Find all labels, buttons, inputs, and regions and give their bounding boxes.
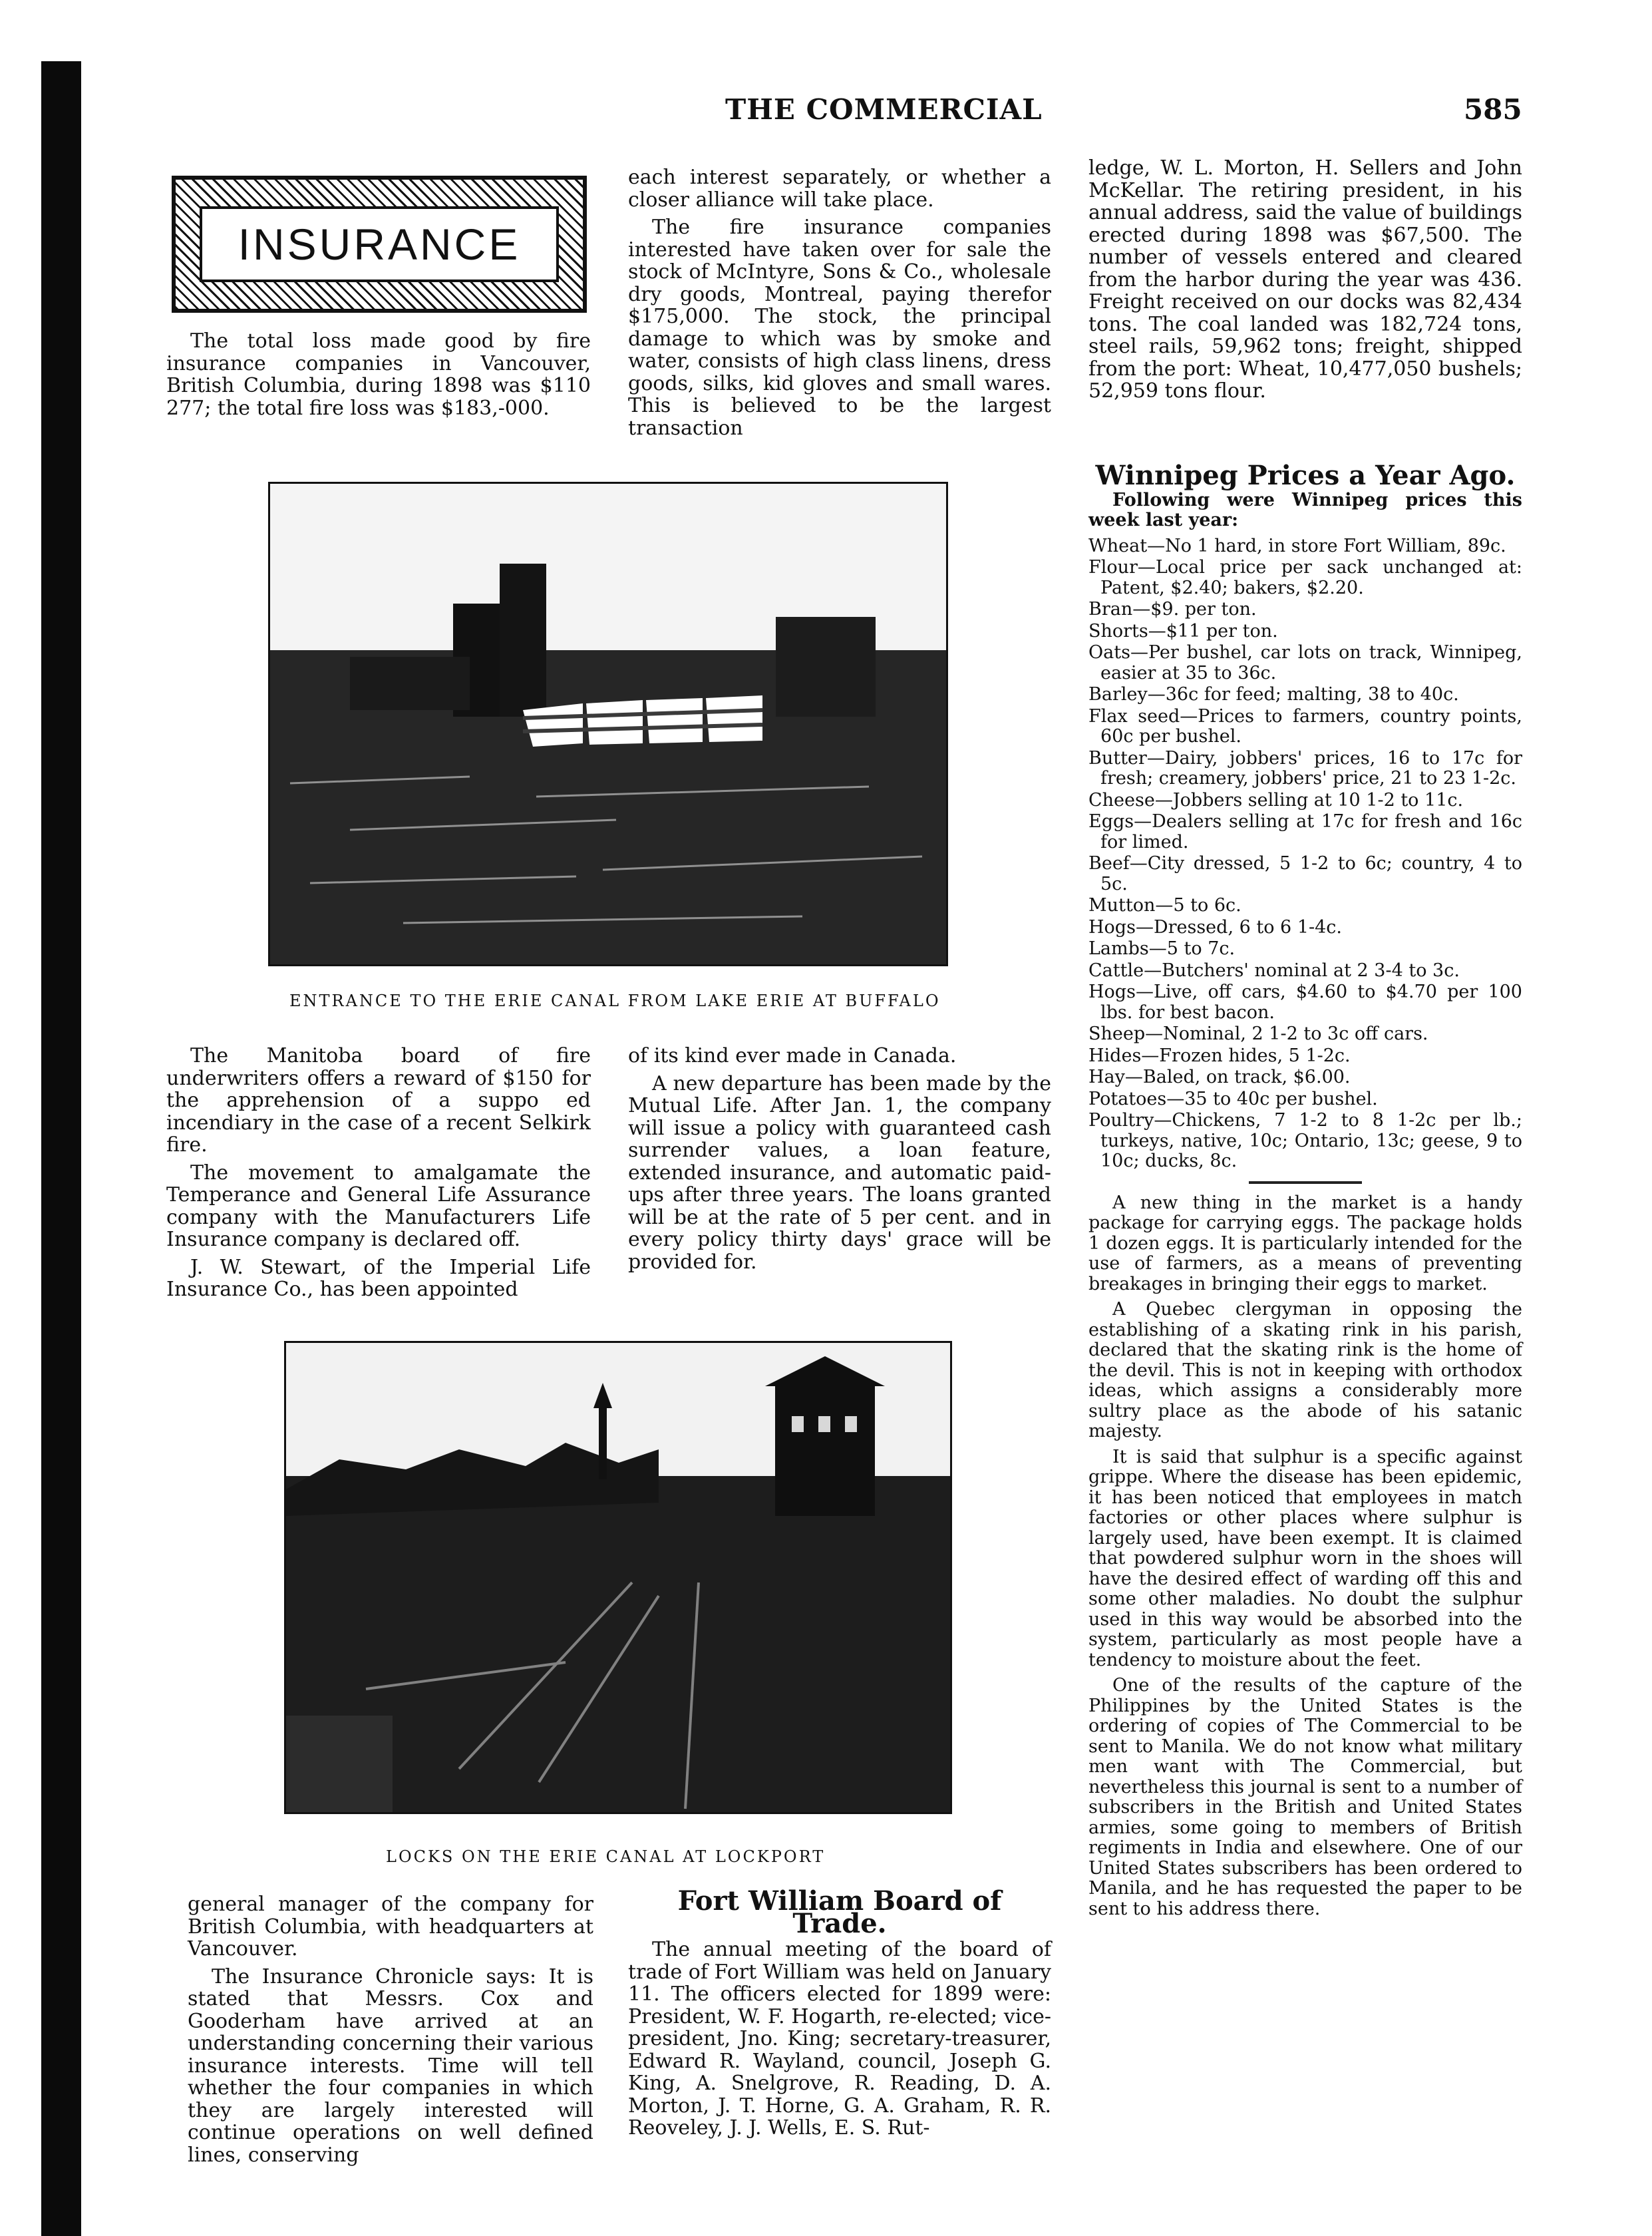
price-item: Hay—Baled, on track, $6.00. <box>1088 1067 1351 1087</box>
price-item: Wheat—No 1 hard, in store Fort William, 89c. <box>1088 535 1506 556</box>
insurance-banner <box>172 176 587 313</box>
price-item: Potatoes—35 to 40c per bushel. <box>1088 1088 1378 1109</box>
price-item: Bran—$9. per ton. <box>1088 599 1257 620</box>
insurance-banner-title: INSURANCE <box>238 220 521 269</box>
col3-top-article <box>1088 157 1522 408</box>
paragraph: The movement to amalgamate the Temperance and General Life Assurance company with the Manufacturers Life Insurance company is declared off. <box>166 1161 591 1251</box>
paragraph: A new departure has been made by the Mutual Life. After Jan. 1, the company will issue a policy with guaranteed cash surrender values, a loan feature, extended insurance, and automatic paid-ups after three years. The loans granted will be at the rate of 5 per cent. and in every policy thirty days' grace will be provided for. <box>628 1071 1051 1274</box>
price-item: Lambs—5 to 7c. <box>1088 938 1236 959</box>
photo1-caption: ENTRANCE TO THE ERIE CANAL FROM LAKE ERIE AT BUFFALO <box>289 992 941 1010</box>
paragraph: One of the results of the capture of the Philippines by the United States is the ordering of copies of The Commercial to be sent to Manila. We do not know what military men want with The Commercial, but nevertheless this journal is sent to a number of subscribers in the British and United States armies, some going to members of British regiments in India and elsewhere. One of our United States subscribers has been ordered to Manila, and he has requested the paper to be sent to his address there. <box>1088 1675 1522 1919</box>
section-divider <box>1249 1181 1362 1184</box>
price-item: Butter—Dairy, jobbers' prices, 16 to 17c for fresh; creamery, jobbers' price, 21 to 23 1-2c. <box>1088 747 1522 789</box>
paragraph: The total loss made good by fire insurance companies in Vancouver, British Columbia, during 1898 was $110 277; the total fire loss was $183,-000. <box>166 329 591 420</box>
paragraph: A new thing in the market is a handy package for carrying eggs. The package holds 1 dozen eggs. It is particularly intended for the use of farmers, as a means of preventing breakages in bringing their eggs to market. <box>1088 1192 1522 1294</box>
paragraph: of its kind ever made in Canada. <box>628 1044 957 1067</box>
col1-mid-articles <box>166 1045 591 1306</box>
winnipeg-prices-article <box>1088 460 1522 1925</box>
price-item: Hogs—Dressed, 6 to 6 1-4c. <box>1088 916 1343 938</box>
paragraph: The fire insurance companies interested have taken over for sale the stock of McIntyre, Sons & Co., wholesale dry goods, Montreal, paying therefor $175,000. The stock, the principal damage to which was by smoke and water, consists of high class linens, dress goods, silks, kid gloves and small wares. This is believed to be the largest transaction <box>628 216 1051 440</box>
paragraph: The Manitoba board of fire underwriters offers a reward of $150 for the apprehension of a suppo ed incendiary in the case of a recent Selkirk fire. <box>166 1044 591 1157</box>
col2-mid-articles <box>628 1045 1051 1278</box>
price-item: Hogs—Live, off cars, $4.60 to $4.70 per 100 lbs. for best bacon. <box>1088 982 1522 1023</box>
paragraph: general manager of the company for British Columbia, with headquarters at Vancouver. <box>188 1893 593 1960</box>
price-item: Eggs—Dealers selling at 17c for fresh and 16c for limed. <box>1088 811 1522 852</box>
price-item: Sheep—Nominal, 2 1-2 to 3c off cars. <box>1088 1024 1428 1044</box>
price-item: Cattle—Butchers' nominal at 2 3-4 to 3c. <box>1088 960 1460 981</box>
price-item: Cheese—Jobbers selling at 10 1-2 to 11c. <box>1088 789 1464 811</box>
binding-shadow <box>41 61 81 2236</box>
price-item: Poultry—Chickens, 7 1-2 to 8 1-2c per lb.; turkeys, native, 10c; Ontario, 13c; geese, 9 to 10c; ducks, 8c. <box>1088 1110 1522 1171</box>
board-of-trade-article <box>628 1885 1051 2145</box>
photo2-caption: LOCKS ON THE ERIE CANAL AT LOCKPORT <box>386 1847 826 1866</box>
col1-top-article <box>166 330 591 425</box>
lockport-locks-photo <box>284 1341 952 1814</box>
paragraph: each interest separately, or whether a closer alliance will take place. <box>628 166 1051 212</box>
col1-bottom-articles <box>188 1893 593 2171</box>
price-item: Oats—Per bushel, car lots on track, Winnipeg, easier at 35 to 36c. <box>1088 642 1522 683</box>
erie-canal-entrance-photo <box>268 482 948 966</box>
price-item: Flour—Local price per sack unchanged at: Patent, $2.40; bakers, $2.20. <box>1088 557 1522 598</box>
paragraph: The annual meeting of the board of trade of Fort William was held on January 11. The officers elected for 1899 were: President, W. F. Hogarth, re-elected; vice-president, Jno. King; secretary-treasurer, Edward R. Wayland, council, Joseph G. King, A. Snelgrove, R. Reading, D. A. Morton, J. T. Horne, G. A. Graham, R. R. Reoveley, J. J. Wells, E. S. Rut- <box>628 1938 1051 2140</box>
paragraph: ledge, W. L. Morton, H. Sellers and John McKellar. The retiring president, in his annual address, said the value of buildings erected during 1898 was $67,500. The number of vessels entered and cleared from the harbor during the year was 436. Freight received on our docks was 82,434 tons. The coal landed was 182,724 tons, steel rails, 59,962 tons; freight, shipped from the port: Wheat, 10,477,050 bushels; 52,959 tons flour. <box>1088 156 1522 403</box>
paragraph: J. W. Stewart, of the Imperial Life Insurance Co., has been appointed <box>166 1255 591 1301</box>
price-item: Beef—City dressed, 5 1-2 to 6c; country, 4 to 5c. <box>1088 853 1522 894</box>
board-heading: Fort William Board of Trade. <box>677 1885 1002 1939</box>
prices-intro: Following were Winnipeg prices this week last year: <box>1088 489 1522 530</box>
paragraph: The Insurance Chronicle says: It is stated that Messrs. Cox and Gooderham have arrived at an understanding concerning their various insurance interests. Time will tell whether the four companies in which they are largely interested will continue operations on well defined lines, conserving <box>188 1964 593 2167</box>
paragraph: It is said that sulphur is a specific against grippe. Where the disease has been epidemic, it has been noticed that employees in match factories or other places where sulphur is largely used, have been exempt. It is claimed that powdered sulphur worn in the shoes will have the desired effect of warding off this and some other maladies. No doubt the sulphur used in this way would be absorbed into the system, particularly as most people have a tendency to moisture about the feet. <box>1088 1446 1522 1670</box>
price-item: Flax seed—Prices to farmers, country points, 60c per bushel. <box>1088 705 1522 747</box>
harbor-photo-illustration <box>270 484 946 964</box>
col2-top-article <box>628 166 1051 445</box>
price-item: Mutton—5 to 6c. <box>1088 895 1241 916</box>
masthead-title: THE COMMERCIAL <box>725 93 1043 126</box>
insurance-banner-plate <box>200 206 559 282</box>
prices-heading: Winnipeg Prices a Year Ago. <box>1095 460 1516 491</box>
paragraph: A Quebec clergyman in opposing the establishing of a skating rink in his parish, declared that the skating rink is the home of the devil. This is not in keeping with orthodox ideas, which assigns a considerably more sultry place as the abode of his satanic majesty. <box>1088 1299 1522 1441</box>
price-item: Barley—36c for feed; malting, 38 to 40c. <box>1088 684 1459 705</box>
locks-photo-illustration <box>286 1343 950 1812</box>
price-item: Shorts—$11 per ton. <box>1088 620 1278 642</box>
page-number: 585 <box>1464 93 1522 126</box>
price-item: Hides—Frozen hides, 5 1-2c. <box>1088 1045 1351 1066</box>
